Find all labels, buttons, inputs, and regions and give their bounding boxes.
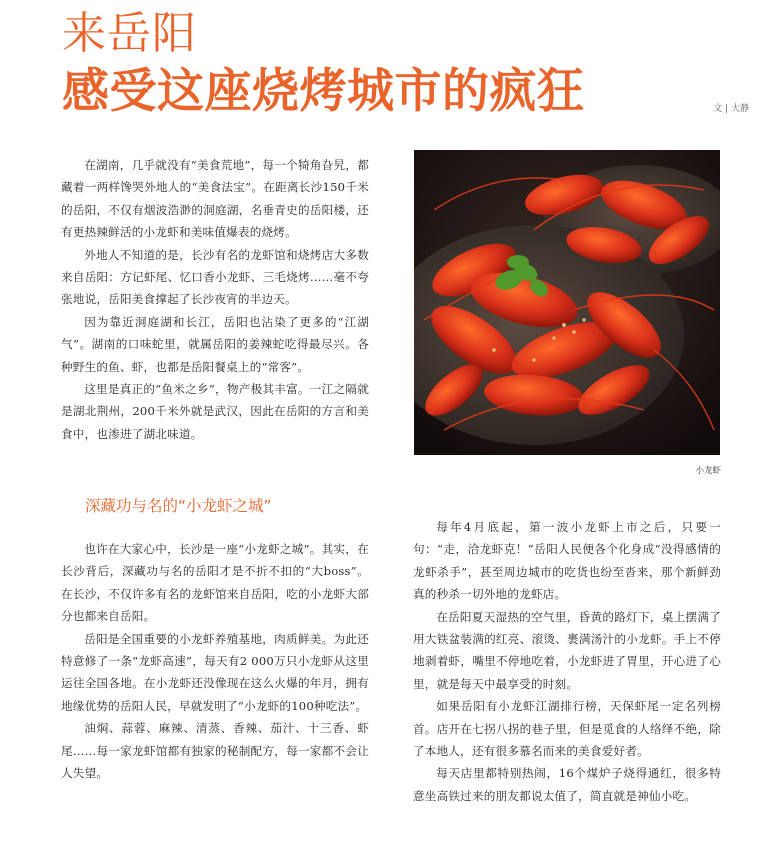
intro-paragraph: 这里是真正的“鱼米之乡”，物产极其丰富。一江之隔就是湖北荆州，200千米外就是武汉，因此在岳阳的方言和美食中，也渗进了湖北味道。 [61, 382, 369, 441]
section-paragraph: 油焖、蒜蓉、麻辣、清蒸、香辣、茄汁、十三香、虾尾……每一家龙虾馆都有独家的秘制配方，每一家都不会让人失望。 [61, 721, 369, 781]
section-paragraph: 在岳阳夏天湿热的空气里，昏黄的路灯下，桌上摆满了用大铁盆装满的红亮、滚烫、裹满汤汁的小龙虾。手上不停地剥着虾，嘴里不停地吃着，小龙虾进了胃里，开心进了心里，就是每天中最享受的时刻。 [413, 609, 721, 691]
section-paragraph: 也许在大家心中，长沙是一座“小龙虾之城”。其实，在长沙背后，深藏功与名的岳阳才是不折不扣的“大boss”。在长沙，不仅许多有名的龙虾馆来自岳阳，吃的小龙虾大部分也都来自岳阳。 [61, 542, 369, 624]
photo-caption: 小龙虾 [695, 466, 721, 476]
section-left-column [61, 538, 369, 784]
section-heading: 深藏功与名的“小龙虾之城” [85, 497, 272, 515]
title-line-2: 感受这座烧烤城市的疯狂 [62, 64, 585, 119]
intro-paragraph: 外地人不知道的是，长沙有名的龙虾馆和烧烤店大多数来自岳阳：方记虾尾、忆口香小龙虾、三毛烧烤……毫不夸张地说，岳阳美食撑起了长沙夜宵的半边天。 [61, 247, 369, 307]
title-line-1: 来岳阳 [62, 8, 197, 59]
crayfish-illustration [414, 150, 720, 455]
section-paragraph: 岳阳是全国重要的小龙虾养殖基地，肉质鲜美。为此还特意修了一条“龙虾高速”，每天有2 000万只小龙虾从这里运往全国各地。在小龙虾还没像现在这么火爆的年月，拥有地缘优势的岳阳人民，早就发明了“小龙虾的100种吃法”。 [61, 631, 369, 713]
intro-paragraph: 在湖南，几乎就没有“美食荒地”，每一个犄角旮旯，都藏着一两样馋哭外地人的“美食法宝”。在距离长沙150千米的岳阳，不仅有烟波浩渺的洞庭湖，名垂青史的岳阳楼，还有更热辣鲜活的小龙虾和美味值爆表的烧烤。 [61, 158, 369, 240]
section-paragraph: 每年4月底起，第一波小龙虾上市之后，只要一句：“走，洽龙虾克！”岳阳人民便各个化身成“没得感情的龙虾杀手”，甚至周边城市的吃货也纷至沓来，那个新鲜劲真的秒杀一切外地的龙虾店。 [413, 520, 721, 602]
byline: 文 | 大静 [713, 104, 749, 114]
section-paragraph: 如果岳阳有小龙虾江湖排行榜，天保虾尾一定名列榜首。店开在七拐八拐的巷子里，但是觅食的人络绎不绝，除了本地人，还有很多慕名而来的美食爱好者。 [413, 699, 721, 759]
crayfish-photo [414, 150, 720, 455]
section-paragraph: 每天店里都特别热闹，16个煤炉子烧得通红，很多特意坐高铁过来的朋友都说太值了，简直就是神仙小吃。 [413, 766, 721, 803]
intro-paragraph: 因为靠近洞庭湖和长江，岳阳也沾染了更多的“江湖气”。湖南的口味蛇里，就属岳阳的姜辣蛇吃得最尽兴。各种野生的鱼、虾，也都是岳阳餐桌上的“常客”。 [61, 314, 369, 374]
intro-column [61, 154, 369, 445]
section-right-column [413, 516, 721, 807]
